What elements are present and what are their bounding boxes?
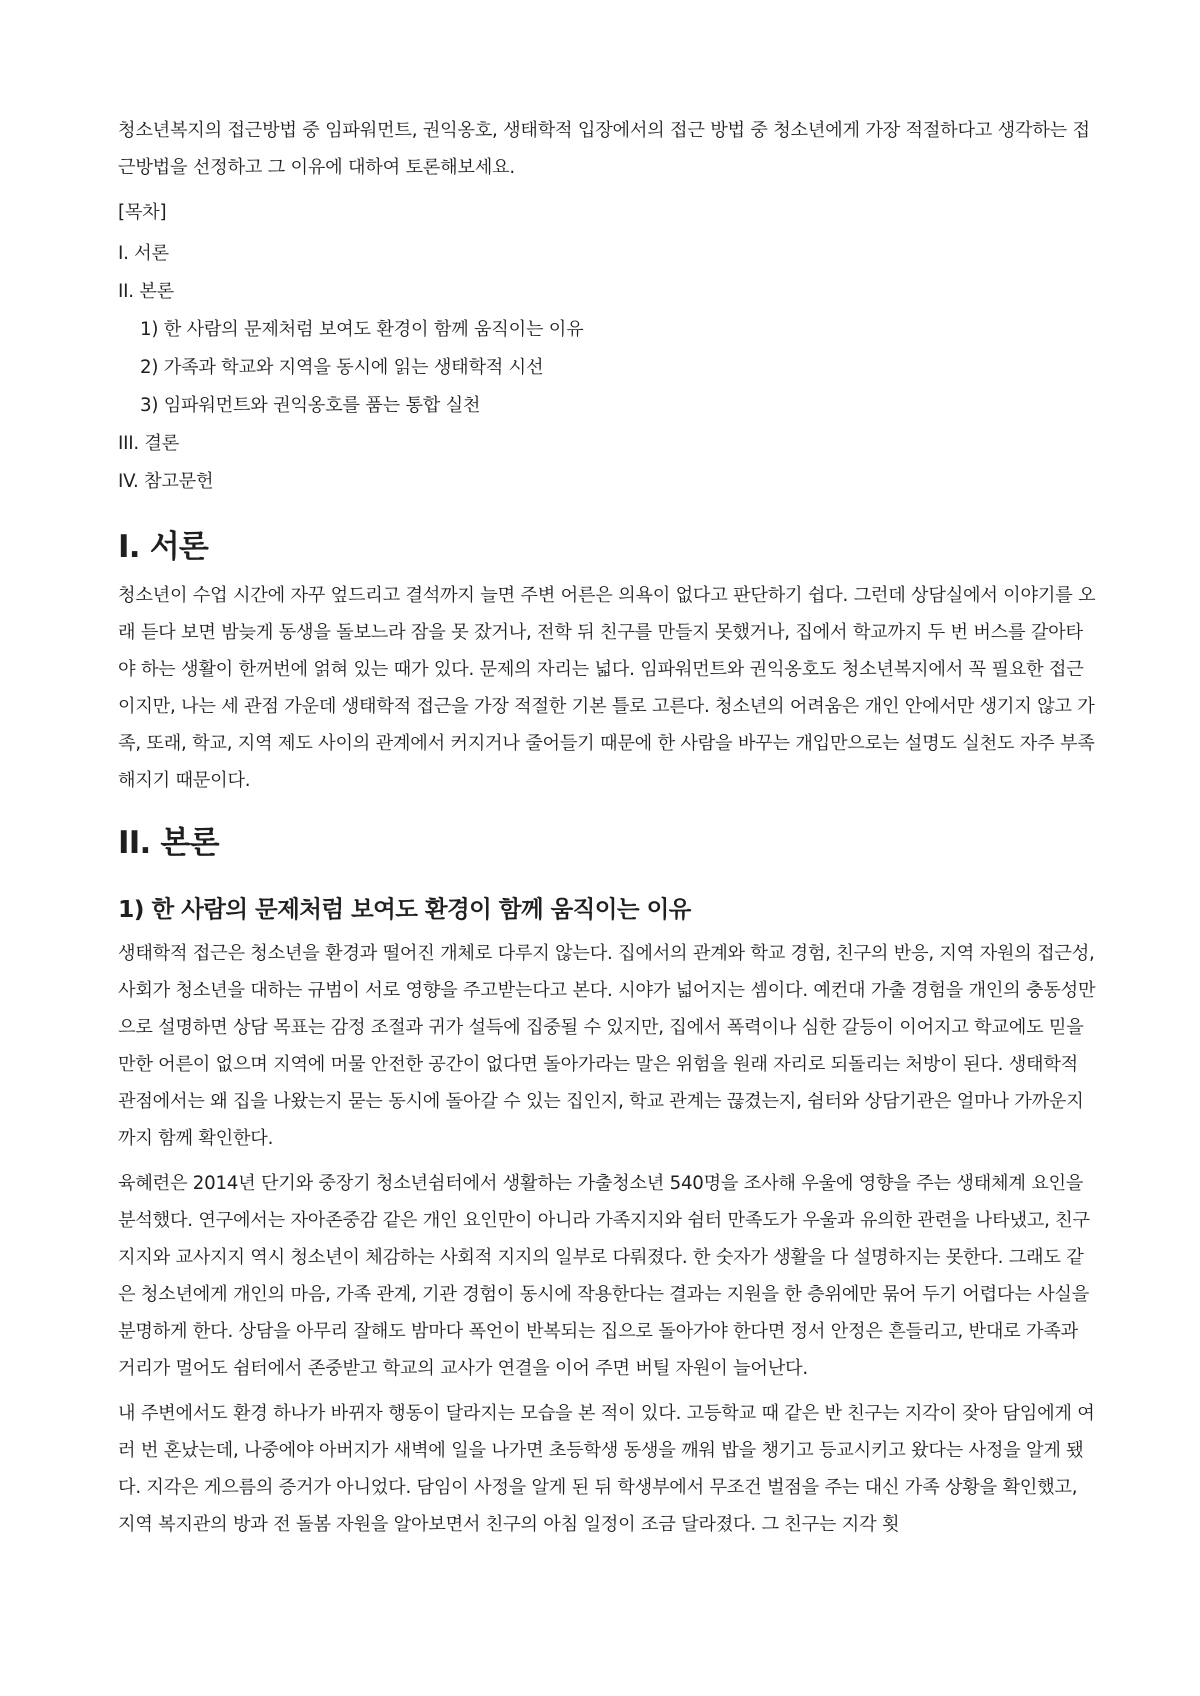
assignment-prompt: 청소년복지의 접근방법 중 임파워먼트, 권익옹호, 생태학적 입장에서의 접근 방법 중 청소년에게 가장 적절하다고 생각하는 접근방법을 선정하고 그 이유에 대하여 토론해보세요. bbox=[118, 120, 1090, 178]
toc-item-conclusion: III. 결론 bbox=[118, 433, 180, 454]
body-heading: II. 본론 bbox=[118, 825, 219, 861]
toc-item-references: IV. 참고문헌 bbox=[118, 471, 214, 492]
table-of-contents bbox=[118, 194, 1096, 500]
toc-item-body: II. 본론 bbox=[118, 281, 174, 302]
body-sub1-heading: 1) 한 사람의 문제처럼 보여도 환경이 함께 움직이는 이유 bbox=[118, 895, 691, 923]
body-sub1-paragraph-3: 내 주변에서도 환경 하나가 바뀌자 행동이 달라지는 모습을 본 적이 있다. 고등학교 때 같은 반 친구는 지각이 잦아 담임에게 여러 번 혼났는데, 나중에야 아버지가 새벽에 일을 나가면 초등학생 동생을 깨워 밥을 챙기고 등교시키고 왔다는 사정을 알게 됐다. 지각은 게으름의 증거가 아니었다. 담임이 사정을 알게 된 뒤 학생부에서 무조건 벌점을 주는 대신 가족 상황을 확인했고, 지역 복지관의 방과 전 돌봄 자원을 알아보면서 친구의 아침 일정이 조금 달라졌다. 그 친구는 지각 횟 bbox=[118, 1403, 1095, 1535]
body-sub1-paragraph-1: 생태학적 접근은 청소년을 환경과 떨어진 개체로 다루지 않는다. 집에서의 관계와 학교 경험, 친구의 반응, 지역 자원의 접근성, 사회가 청소년을 대하는 규범이 서로 영향을 주고받는다고 본다. 시야가 넓어지는 셈이다. 예컨대 가출 경험을 개인의 충동성만으로 설명하면 상담 목표는 감정 조절과 귀가 설득에 집중될 수 있지만, 집에서 폭력이나 심한 갈등이 이어지고 학교에도 믿을 만한 어른이 없으며 지역에 머물 안전한 공간이 없다면 돌아가라는 말은 위험을 원래 자리로 되돌리는 처방이 된다. 생태학적 관점에서는 왜 집을 나왔는지 묻는 동시에 돌아갈 수 있는 집인지, 학교 관계는 끊겼는지, 쉼터와 상담기관은 얼마나 가까운지까지 함께 확인한다. bbox=[118, 943, 1096, 1149]
toc-heading: [목차] bbox=[118, 202, 167, 223]
intro-paragraph: 청소년이 수업 시간에 자꾸 엎드리고 결석까지 늘면 주변 어른은 의욕이 없다고 판단하기 쉽다. 그런데 상담실에서 이야기를 오래 듣다 보면 밤늦게 동생을 돌보느라 잠을 못 잤거나, 전학 뒤 친구를 만들지 못했거나, 집에서 학교까지 두 번 버스를 갈아타야 하는 생활이 한꺼번에 얽혀 있는 때가 있다. 문제의 자리는 넓다. 임파워먼트와 권익옹호도 청소년복지에서 꼭 필요한 접근이지만, 나는 세 관점 가운데 생태학적 접근을 가장 적절한 기본 틀로 고른다. 청소년의 어려움은 개인 안에서만 생기지 않고 가족, 또래, 학교, 지역 제도 사이의 관계에서 커지거나 줄어들기 때문에 한 사람을 바꾸는 개입만으로는 설명도 실천도 자주 부족해지기 때문이다. bbox=[118, 585, 1096, 791]
body-sub1-paragraph-2: 육혜련은 2014년 단기와 중장기 청소년쉼터에서 생활하는 가출청소년 540명을 조사해 우울에 영향을 주는 생태체계 요인을 분석했다. 연구에서는 자아존중감 같은 개인 요인만이 아니라 가족지지와 쉼터 만족도가 우울과 유의한 관련을 나타냈고, 친구지지와 교사지지 역시 청소년이 체감하는 사회적 지지의 일부로 다뤄졌다. 한 숫자가 생활을 다 설명하지는 못한다. 그래도 같은 청소년에게 개인의 마음, 가족 관계, 기관 경험이 동시에 작용한다는 결과는 지원을 한 층위에만 묶어 두기 어렵다는 사실을 분명하게 한다. 상담을 아무리 잘해도 밤마다 폭언이 반복되는 집으로 돌아가야 한다면 정서 안정은 흔들리고, 반대로 가족과 거리가 멀어도 쉼터에서 존중받고 학교의 교사가 연결을 이어 주면 버틸 자원이 늘어난다. bbox=[118, 1173, 1090, 1379]
toc-item-body-sub2: 2) 가족과 학교와 지역을 동시에 읽는 생태학적 시선 bbox=[140, 357, 544, 378]
toc-item-body-sub1: 1) 한 사람의 문제처럼 보여도 환경이 함께 움직이는 이유 bbox=[140, 319, 584, 340]
toc-item-intro: I. 서론 bbox=[118, 243, 169, 264]
toc-item-body-sub3: 3) 임파워먼트와 권익옹호를 품는 통합 실천 bbox=[140, 395, 481, 416]
intro-heading: I. 서론 bbox=[118, 529, 208, 565]
